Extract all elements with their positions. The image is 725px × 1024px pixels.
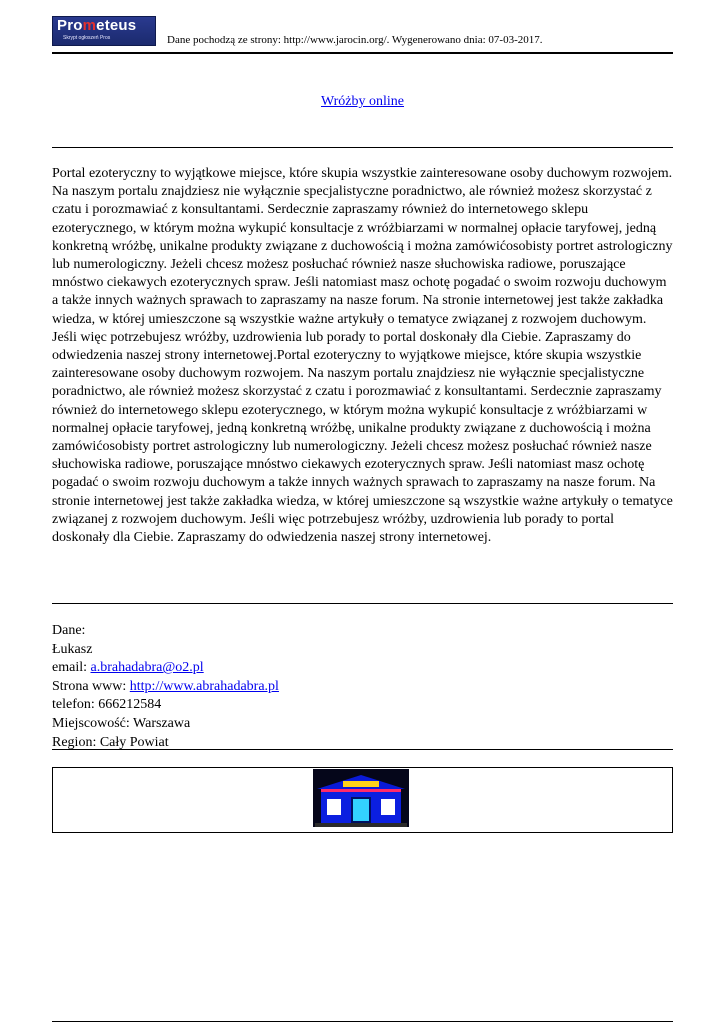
logo-wordmark: Prometeus [57,17,137,34]
description-divider [52,603,673,604]
storefront-image [313,769,409,827]
contact-www-row [52,678,673,697]
footer-divider [52,1021,673,1022]
contact-name: Łukasz [52,641,93,657]
image-frame [52,767,673,833]
contact-region: Region: Cały Powiat [52,734,169,750]
source-note: Dane pochodzą ze strony: http://www.jarocin.org/. Wygenerowano dnia: 07-03-2017. [167,34,543,46]
email-link[interactable]: a.brahadabra@o2.pl [90,660,204,676]
title-divider [52,147,673,148]
www-label: Strona www: [52,678,130,694]
details-divider [52,749,673,750]
contact-email-row [52,659,673,678]
details-heading: Dane: [52,623,86,638]
logo-tagline: Skrypt ogłoszeń Pros [63,35,111,41]
contact-city: Miejscowość: Warszawa [52,715,191,731]
listing-title-link[interactable]: Wróżby online [320,94,405,109]
document-header [52,14,673,52]
email-label: email: [52,660,91,676]
listing-description: Portal ezoteryczny to wyjątkowe miejsce, które skupia wszystkie zainteresowane osoby duchowym rozwojem. Na naszym portalu znajdziesz nie wyłącznie specjalistyczne poradnictwo, ale również możesz skorzystać z czatu i porozmawiać z konsultantami. Serdecznie zapraszamy również do internetowego sklepu ezoterycznego, w którym można wykupić konsultacje z wróżbiarzami w normalnej opłacie taryfowej, jedną konkretną wróżbę, unikalne produkty związane z duchowością i można zamówićosobisty portret astrologiczny lub numerologiczny. Jeżeli chcesz możesz posłuchać również nasze słuchowiska radiowe, poruszające mnóstwo ciekawych ezoterycznych spraw. Jeśli natomiast masz ochotę pogadać o swoim rozwoju duchowym a także innych ważnych sprawach to zapraszamy na nasze forum. Na stronie internetowej jest także zakładka wiedza, w której umieszczone są wszystkie ważne artykuły o tematyce związanej z rozwojem duchowym. Jeśli więc potrzebujesz wróżby, uzdrowienia lub porady to portal doskonały dla Ciebie. Zapraszamy do odwiedzenia naszej strony internetowej.Portal ezoteryczny to wyjątkowe miejsce, które skupia wszystkie zainteresowane osoby duchowym rozwojem. Na naszym portalu znajdziesz nie wyłącznie specjalistyczne poradnictwo, ale również możesz skorzystać z czatu i porozmawiać z konsultantami. Serdecznie zapraszamy również do internetowego sklepu ezoterycznego, w którym można wykupić konsultacje z wróżbiarzami w normalnej opłacie taryfowej, jedną konkretną wróżbę, unikalne produkty związane z duchowością i można zamówićosobisty portret astrologiczny lub numerologiczny. Jeżeli chcesz możesz posłuchać również nasze słuchowiska radiowe, poruszające mnóstwo ciekawych ezoterycznych spraw. Jeśli natomiast masz ochotę pogadać o swoim rozwoju duchowym a także innych ważnych sprawach to zapraszamy na nasze forum. Na stronie internetowej jest także zakładka wiedza, w której umieszczone są wszystkie ważne artykuły o tematyce związanej z rozwojem duchowym. Jeśli więc potrzebujesz wróżby, uzdrowienia lub porady to portal doskonały dla Ciebie. Zapraszamy do odwiedzenia naszej strony internetowej. [52,166,673,546]
contact-phone: telefon: 666212584 [52,697,162,713]
contact-details [52,622,673,752]
listing-photo[interactable] [313,769,409,827]
header-divider [52,52,673,54]
prometeus-logo [52,16,156,46]
website-link[interactable]: http://www.abrahadabra.pl [129,678,279,694]
